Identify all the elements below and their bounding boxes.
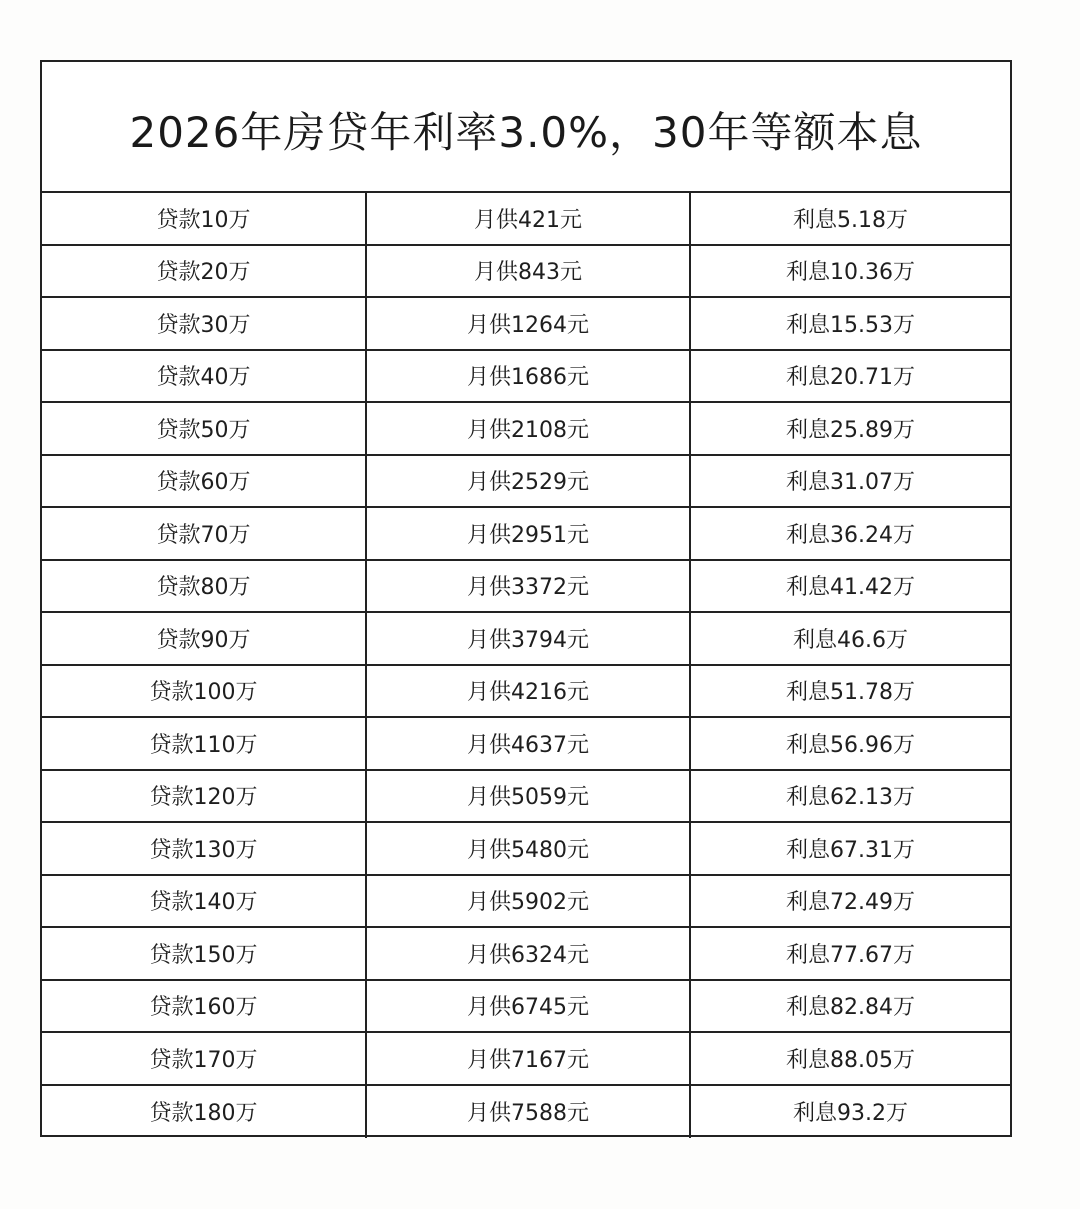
loan-amount-cell: 贷款150万 <box>149 942 258 968</box>
interest-cell: 利息46.6万 <box>689 613 1010 664</box>
loan-amount-cell: 贷款130万 <box>149 837 258 863</box>
interest-cell: 利息93.2万 <box>689 1086 1010 1139</box>
table-row <box>42 561 1010 614</box>
table-row <box>42 193 1010 246</box>
table-row <box>42 981 1010 1034</box>
interest-cell: 利息10.36万 <box>689 246 1010 297</box>
interest-cell: 利息67.31万 <box>689 823 1010 874</box>
monthly-payment-cell: 月供6324元 <box>365 928 689 979</box>
table-row <box>42 1033 1010 1086</box>
monthly-payment-cell: 月供3372元 <box>365 561 689 612</box>
table-row <box>42 508 1010 561</box>
monthly-payment-cell: 月供1264元 <box>365 298 689 349</box>
monthly-payment-cell: 月供5480元 <box>365 823 689 874</box>
interest-cell: 利息20.71万 <box>689 351 1010 402</box>
table-row <box>42 876 1010 929</box>
monthly-payment-cell: 月供3794元 <box>365 613 689 664</box>
table-row <box>42 718 1010 771</box>
table-row <box>42 666 1010 719</box>
interest-cell: 利息15.53万 <box>689 298 1010 349</box>
monthly-payment-cell: 月供7588元 <box>365 1086 689 1139</box>
interest-cell: 利息62.13万 <box>689 771 1010 822</box>
interest-cell: 利息72.49万 <box>689 876 1010 927</box>
interest-cell: 利息25.89万 <box>689 403 1010 454</box>
loan-table-sheet <box>40 60 1012 1137</box>
monthly-payment-cell: 月供843元 <box>365 246 689 297</box>
monthly-payment-cell: 月供5059元 <box>365 771 689 822</box>
monthly-payment-cell: 月供2951元 <box>365 508 689 559</box>
table-body <box>42 193 1010 1138</box>
table-row <box>42 928 1010 981</box>
interest-cell: 利息36.24万 <box>689 508 1010 559</box>
table-row <box>42 403 1010 456</box>
loan-amount-cell: 贷款20万 <box>156 260 251 286</box>
interest-cell: 利息31.07万 <box>689 456 1010 507</box>
loan-amount-cell: 贷款170万 <box>149 1047 258 1073</box>
monthly-payment-cell: 月供2108元 <box>365 403 689 454</box>
loan-amount-cell: 贷款90万 <box>156 627 251 653</box>
monthly-payment-cell: 月供1686元 <box>365 351 689 402</box>
table-row <box>42 246 1010 299</box>
monthly-payment-cell: 月供2529元 <box>365 456 689 507</box>
table-row <box>42 823 1010 876</box>
loan-amount-cell: 贷款40万 <box>156 365 251 391</box>
monthly-payment-cell: 月供421元 <box>365 193 689 244</box>
interest-cell: 利息51.78万 <box>689 666 1010 717</box>
table-row <box>42 298 1010 351</box>
loan-amount-cell: 贷款30万 <box>156 312 251 338</box>
interest-cell: 利息56.96万 <box>689 718 1010 769</box>
interest-cell: 利息82.84万 <box>689 981 1010 1032</box>
monthly-payment-cell: 月供4637元 <box>365 718 689 769</box>
table-row <box>42 613 1010 666</box>
interest-cell: 利息77.67万 <box>689 928 1010 979</box>
loan-amount-cell: 贷款110万 <box>149 732 258 758</box>
loan-amount-cell: 贷款160万 <box>149 995 258 1021</box>
table-row <box>42 456 1010 509</box>
loan-amount-cell: 贷款50万 <box>156 417 251 443</box>
monthly-payment-cell: 月供4216元 <box>365 666 689 717</box>
title-box <box>42 62 1010 193</box>
loan-amount-cell: 贷款180万 <box>149 1101 258 1127</box>
monthly-payment-cell: 月供5902元 <box>365 876 689 927</box>
table-row <box>42 351 1010 404</box>
table-row <box>42 1086 1010 1139</box>
loan-amount-cell: 贷款120万 <box>149 785 258 811</box>
page-title: 2026年房贷年利率3.0%，30年等额本息 <box>129 107 923 157</box>
interest-cell: 利息41.42万 <box>689 561 1010 612</box>
loan-amount-cell: 贷款140万 <box>149 890 258 916</box>
monthly-payment-cell: 月供7167元 <box>365 1033 689 1084</box>
table-row <box>42 771 1010 824</box>
loan-amount-cell: 贷款10万 <box>156 207 251 233</box>
loan-amount-cell: 贷款80万 <box>156 575 251 601</box>
loan-amount-cell: 贷款60万 <box>156 470 251 496</box>
interest-cell: 利息88.05万 <box>689 1033 1010 1084</box>
loan-amount-cell: 贷款100万 <box>149 680 258 706</box>
interest-cell: 利息5.18万 <box>689 193 1010 244</box>
loan-amount-cell: 贷款70万 <box>156 522 251 548</box>
monthly-payment-cell: 月供6745元 <box>365 981 689 1032</box>
